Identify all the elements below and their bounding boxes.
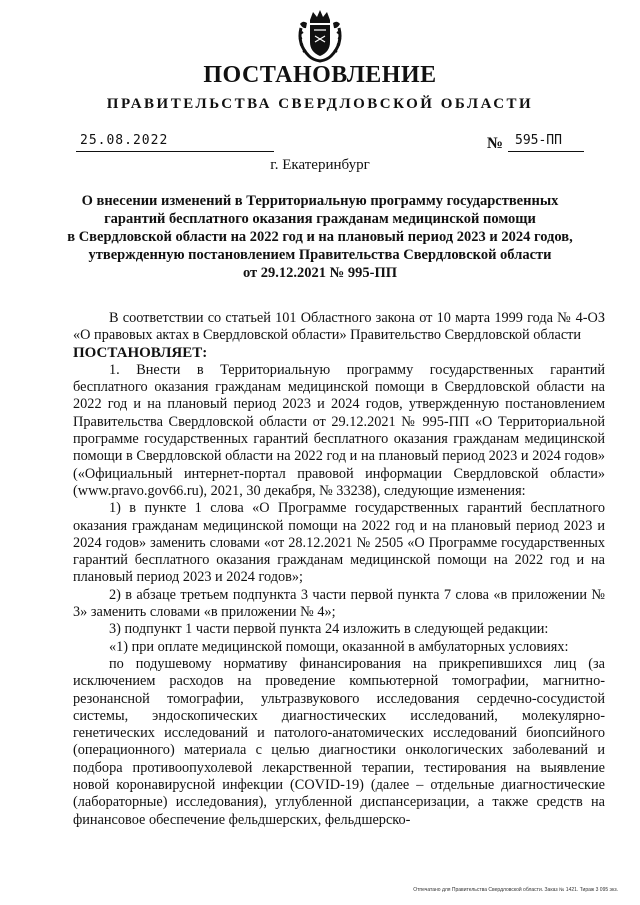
paragraph-1: 1. Внести в Территориальную программу государственных гарантий бесплатного оказания гражданам медицинской помощи в Свердловской области на 2022 год и на плановый период 2023 и 2024 годов, утвержденную постановлением Правительства Свердловской области от 29.12.2021 № 995-ПП «О Территориальной программе государственных гарантий бесплатного оказания гражданам медицинской помощи в Свердловской области на 2022 год и на плановый период 2023 и 2024 годов» («Официальный интернет-портал правовой информации Свердловской области» (www.pravo.gov66.ru), 2021, 30 декабря, № 33238), следующие изменения: <box>73 361 605 499</box>
heading-line: от 29.12.2021 № 995-ПП <box>242 265 397 281</box>
heading-line: утвержденную постановлением Правительства Свердловской области <box>88 247 552 263</box>
print-footer: Отпечатано для Правительства Свердловской области. Заказ № 1421. Тираж 3 095 экз. <box>413 887 618 893</box>
heading-line: в Свердловской области на 2022 год и на плановый период 2023 и 2024 годов, <box>67 229 573 245</box>
coat-of-arms-emblem <box>295 8 345 63</box>
paragraph-4: 3) подпункт 1 части первой пункта 24 изложить в следующей редакции: <box>109 621 549 638</box>
document-title: ПОСТАНОВЛЕНИЕ <box>203 62 437 88</box>
resolution-heading <box>60 192 580 282</box>
decree-word: ПОСТАНОВЛЯЕТ: <box>73 344 208 361</box>
document-body <box>73 310 605 829</box>
paragraph-3: 2) в абзаце третьем подпункта 3 части первой пункта 7 слова «в приложении № 3» заменить словами «в приложении № 4»; <box>73 586 605 621</box>
paragraph-6: по подушевому нормативу финансирования на прикрепившихся лиц (за исключением расходов на проведение компьютерной томографии, магнитно-резонансной томографии, ультразвукового исследования сердечно-сосудистой системы, эндоскопических диагностических исследований, молекулярно-генетических исследований и патолого-анатомических исследований биопсийного (операционного) материала с целью диагностики онкологических заболеваний и подбора противоопухолевой лекарственной терапии, тестирования на выявление новой коронавирусной инфекции (COVID-19) (далее – отдельные диагностические (лабораторные) исследования), углубленной диспансеризации, а также средств на финансовое обеспечение фельдшерских, фельдшерско- <box>73 655 605 828</box>
number-sign: № <box>487 135 504 152</box>
intro-paragraph: В соответствии со статьей 101 Областного закона от 10 марта 1999 года № 4-ОЗ «О правовых актах в Свердловской области» Правительство Свердловской области <box>73 310 605 344</box>
document-date: 25.08.2022 <box>80 133 169 148</box>
paragraph-5: «1) при оплате медицинской помощи, оказанной в амбулаторных условиях: <box>109 638 569 655</box>
heading-line: О внесении изменений в Территориальную программу государственных <box>81 193 559 209</box>
heading-line: гарантий бесплатного оказания гражданам медицинской помощи <box>104 211 536 227</box>
date-underline <box>76 151 274 152</box>
number-underline <box>508 151 584 152</box>
document-number: 595-ПП <box>515 133 562 148</box>
city: г. Екатеринбург <box>270 157 370 173</box>
issuing-authority: ПРАВИТЕЛЬСТВА СВЕРДЛОВСКОЙ ОБЛАСТИ <box>106 96 534 112</box>
paragraph-2: 1) в пункте 1 слова «О Программе государственных гарантий бесплатного оказания гражданам медицинской помощи на 2022 год и на плановый период 2023 и 2024 годов» заменить словами «от 28.12.2021 № 2505 «О Программе государственных гарантий бесплатного оказания гражданам медицинской помощи на 2022 год и на плановый период 2023 и 2024 годов»; <box>73 500 605 586</box>
